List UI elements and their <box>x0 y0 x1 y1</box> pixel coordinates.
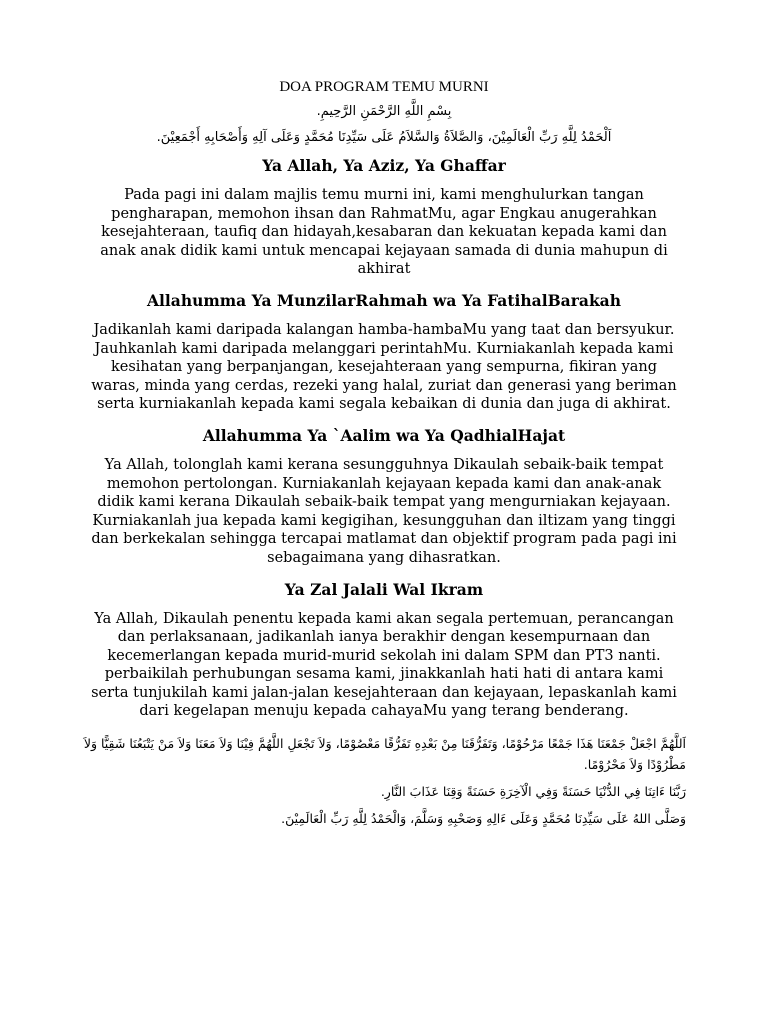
document-title: DOA PROGRAM TEMU MURNI <box>279 79 489 95</box>
section-4 <box>90 580 678 722</box>
section-heading: Ya Allah, Ya Aziz, Ya Ghaffar <box>262 156 506 175</box>
hamdalah-text: اَلْحَمْدُ لِلَّهِ رَبِّ الْعَالَمِيْنَ، وَالصَّلاَةُ وَالسَّلاَمُ عَلَى سَيِّدِنَا مُحَمَّدٍ وَعَلَى آلِهِ وَأَصْحَابِهِ أَجْمَعِيْنَ. <box>156 130 612 145</box>
section-body: Ya Allah, Dikaulah penentu kepada kami akan segala pertemuan, perancangan dan perlaksanaan, jadikanlah ianya berakhir dengan kesempurnaan dan kecemerlangan kepada murid-murid sekolah ini dalam SPM dan PT3 nanti. perbaikilah perhubungan sesama kami, jinakkanlah hati hati di antara kami serta tunjukilah kami jalan-jalan kesejahteraan dan kejayaan, lepaskanlah kami dari kegelapan menuju kepada cahayaMu yang terang benderang. <box>91 610 677 720</box>
closing-dua-line: اَللَّهُمَّ اجْعَلْ جَمْعَنَا هَذَا جَمْعًا مَرْحُوْمًا، وَتَفَرُّقَنَا مِنْ بَعْدِهِ تَفَرُّقًا مَعْصُوْمًا، وَلاَ تَجْعَلِ اللَّهُمَّ فِيْنَا وَلاَ مَعَنَا وَلاَ مَنْ يَتْبَعُنَا شَقِيًّا وَلاَ مَطْرُوْدًا وَلاَ مَحْرُوْمًا. <box>83 736 686 773</box>
section-heading: Allahumma Ya MunzilarRahmah wa Ya FatihalBarakah <box>146 290 621 310</box>
bismillah-text: بِسْمِ اللَّهِ الرَّحْمَنِ الرَّحِيمِ. <box>316 104 452 119</box>
closing-dua-line: رَبَّنَا ءَاتِنَا فِي الدُّنْيَا حَسَنَةً وَفِي الْآخِرَةِ حَسَنَةً وَقِنَا عَذَابَ النَّارِ. <box>380 784 686 800</box>
section-heading: Allahumma Ya `Aalim wa Ya QadhialHajat <box>202 425 566 445</box>
section-heading: Ya Zal Jalali Wal Ikram <box>284 579 484 599</box>
section-3 <box>90 426 678 568</box>
closing-dua-line: وَصَلَّى اللهُ عَلَى سَيِّدِنَا مُحَمَّدٍ وَعَلَى ءَالِهِ وَصَحْبِهِ وَسَلَّمَ، وَالْحَمْدُ لِلَّهِ رَبِّ الْعَالَمِيْنَ. <box>281 811 686 827</box>
document-page <box>83 78 686 835</box>
section-body: Pada pagi ini dalam majlis temu murni ini, kami menghulurkan tangan pengharapan, memohon ihsan dan RahmatMu, agar Engkau anugerahkan kesejahteraan, taufiq dan hidayah,kesabaran dan kekuatan kepada kami dan anak anak didik kami untuk mencapai kejayaan samada di dunia mahupun di akhirat <box>100 187 668 278</box>
section-1 <box>90 156 678 279</box>
section-2 <box>90 291 678 414</box>
section-body: Jadikanlah kami daripada kalangan hamba-hambaMu yang taat dan bersyukur. Jauhkanlah kami daripada melanggari perintahMu. Kurniakanlah kepada kami kesihatan yang berpanjangan, kesejahteraan yang sempurna, fikiran yang waras, minda yang cerdas, rezeki yang halal, zuriat dan generasi yang beriman serta kurniakanlah kepada kami segala kebaikan di dunia dan juga di akhirat. <box>91 321 677 413</box>
closing-dua <box>82 733 686 829</box>
section-body: Ya Allah, tolonglah kami kerana sesungguhnya Dikaulah sebaik-baik tempat memohon pertolongan. Kurniakanlah kejayaan kepada kami dan anak-anak didik kami kerana Dikaulah sebaik-baik tempat yang mengurniakan kejayaan. Kurniakanlah jua kepada kami kegigihan, kesungguhan dan iltizam yang tinggi dan berkekalan sehingga tercapai matlamat dan objektif program pada pagi ini sebagaimana yang dihasratkan. <box>91 456 677 566</box>
